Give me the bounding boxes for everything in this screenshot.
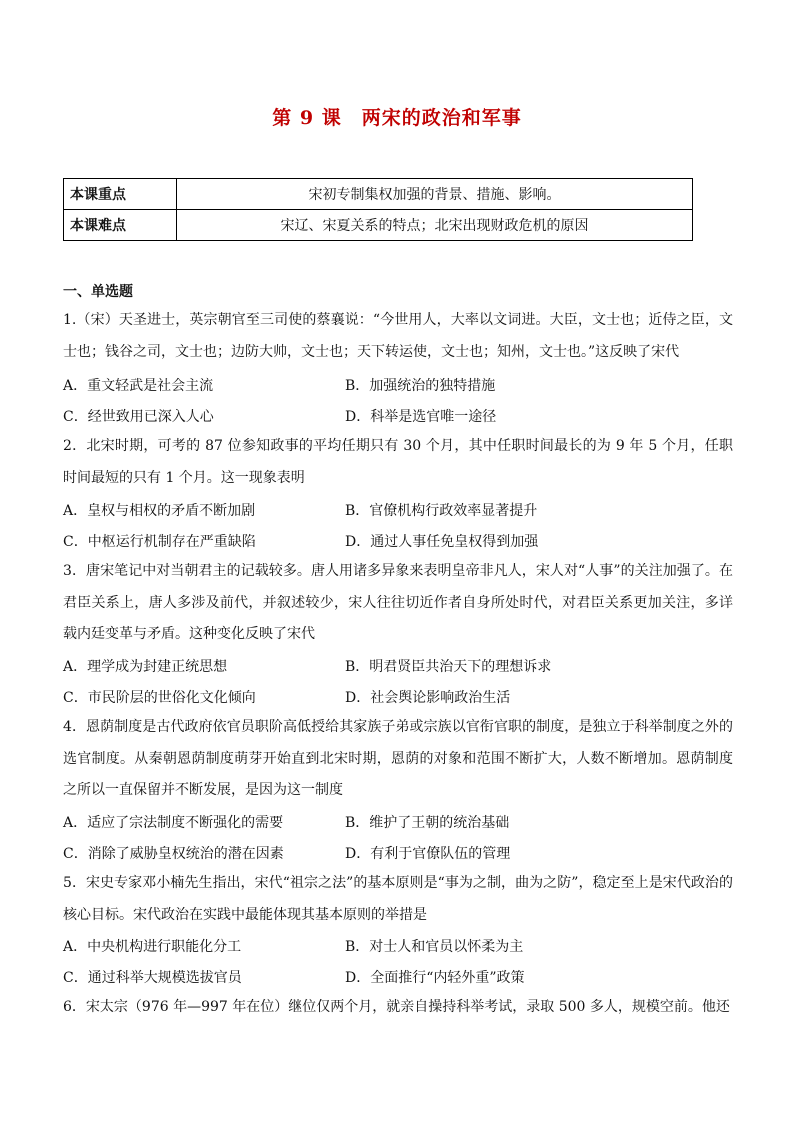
- table-row: [64, 210, 693, 241]
- difficulty-label: 本课难点: [64, 210, 177, 241]
- option-b: B．加强统治的独特措施: [345, 378, 496, 394]
- option-d: D．社会舆论影响政治生活: [345, 690, 511, 706]
- option-b: B．对士人和官员以怀柔为主: [345, 939, 524, 955]
- option-d: D．科举是选官唯一途径: [345, 409, 497, 425]
- question-4-stem: 4．恩荫制度是古代政府依官员职阶高低授给其家族子弟或宗族以官衔官职的制度，是独立于科举制度之外的选官制度。从秦朝恩荫制度萌芽开始直到北宋时期，恩荫的对象和范围不断扩大，人数不断增加。恩荫制度之所以一直保留并不断发展，是因为这一制度: [63, 719, 733, 798]
- question-1-stem: 1.（宋）天圣进士，英宗朝官至三司使的蔡襄说：“今世用人，大率以文词进。大臣，文士也；近侍之臣，文士也；钱谷之司，文士也；边防大帅，文士也；天下转运使，文士也；知州，文士也。”这反映了宋代: [63, 312, 733, 360]
- option-a: A．重文轻武是社会主流: [63, 378, 214, 394]
- question-6-stem: 6．宋太宗（976 年—997 年在位）继位仅两个月，就亲自操持科举考试，录取 500 多人，规模空前。他还: [63, 999, 730, 1015]
- key-points-table: [63, 178, 693, 241]
- option-b: B．维护了王朝的统治基础: [345, 815, 510, 831]
- option-c: C．消除了威胁皇权统治的潜在因素: [63, 846, 284, 862]
- option-d: D．有利于官僚队伍的管理: [345, 846, 511, 862]
- option-d: D．通过人事任免皇权得到加强: [345, 534, 539, 550]
- page-title: 第 9 课 两宋的政治和军事: [272, 107, 522, 129]
- option-c: C．市民阶层的世俗化文化倾向: [63, 690, 256, 706]
- option-a: A．皇权与相权的矛盾不断加剧: [63, 503, 256, 519]
- option-a: A．中央机构进行职能化分工: [63, 939, 242, 955]
- option-c: C．通过科举大规模选拔官员: [63, 970, 242, 986]
- option-c: C．经世致用已深入人心: [63, 409, 214, 425]
- key-value: 宋初专制集权加强的背景、措施、影响。: [177, 179, 693, 210]
- option-d: D．全面推行“内轻外重”政策: [345, 970, 525, 986]
- table-row: [64, 179, 693, 210]
- question-2-stem: 2．北宋时期，可考的 87 位参知政事的平均任期只有 30 个月，其中任职时间最长的为 9 年 5 个月，任职时间最短的只有 1 个月。这一现象表明: [63, 438, 733, 486]
- option-a: A．理学成为封建正统思想: [63, 659, 228, 675]
- section-title: 一、单选题: [63, 284, 133, 300]
- option-b: B．明君贤臣共治天下的理想诉求: [345, 659, 552, 675]
- option-b: B．官僚机构行政效率显著提升: [345, 503, 538, 519]
- option-a: A．适应了宗法制度不断强化的需要: [63, 815, 284, 831]
- question-3-stem: 3．唐宋笔记中对当朝君主的记载较多。唐人用诸多异象来表明皇帝非凡人，宋人对“人事”的关注加强了。在君臣关系上，唐人多涉及前代，并叙述较少，宋人往往切近作者自身所处时代，对君臣关系更加关注，多详载内廷变革与矛盾。这种变化反映了宋代: [63, 563, 733, 642]
- option-c: C．中枢运行机制存在严重缺陷: [63, 534, 256, 550]
- key-label: 本课重点: [64, 179, 177, 210]
- question-5-stem: 5．宋史专家邓小楠先生指出，宋代“祖宗之法”的基本原则是“事为之制，曲为之防”，稳定至上是宋代政治的核心目标。宋代政治在实践中最能体现其基本原则的举措是: [63, 875, 733, 923]
- difficulty-value: 宋辽、宋夏关系的特点；北宋出现财政危机的原因: [177, 210, 693, 241]
